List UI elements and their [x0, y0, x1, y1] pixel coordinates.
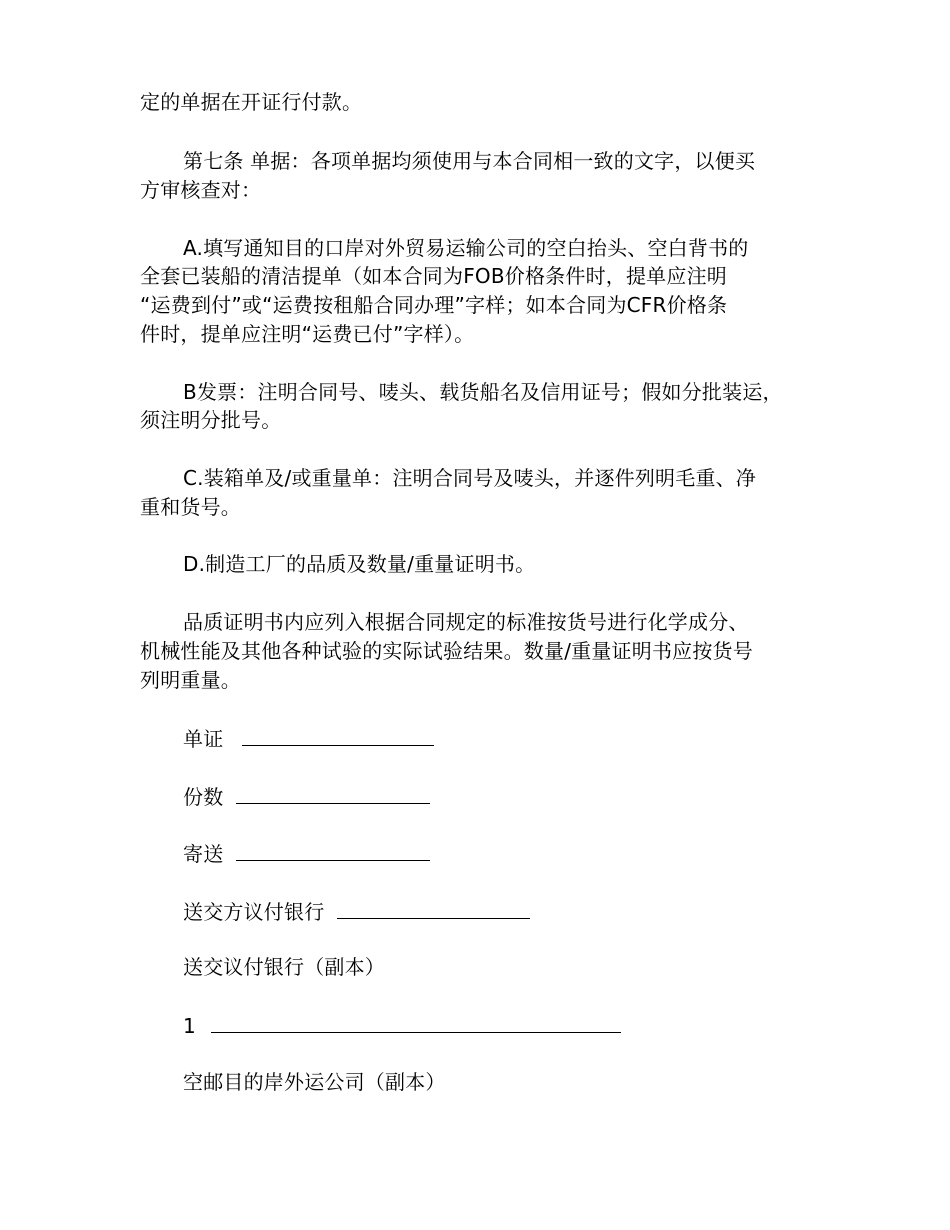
article7-line1: 第七条 单据：各项单据均须使用与本合同相一致的文字，以便买 — [183, 149, 756, 173]
quality-cert-line1: 品质证明书内应列入根据合同规定的标准按货号进行化学成分、 — [183, 610, 749, 634]
item-a-line3: “运费到付”或“运费按租船合同办理”字样；如本合同为CFR价格条 — [140, 293, 728, 317]
number-one-field — [183, 1010, 621, 1040]
article7-line2: 方审核查对： — [140, 178, 262, 202]
deliver-bank-field — [183, 896, 530, 926]
item-b-line1: B发票：注明合同号、唛头、载货船名及信用证号；假如分批装运， — [183, 380, 783, 404]
copies-field-blank[interactable] — [236, 781, 430, 804]
document-field — [183, 723, 434, 753]
send-field-blank[interactable] — [236, 838, 430, 861]
item-a-line4: 件时，提单应注明“运费已付”字样）。 — [140, 322, 475, 346]
item-c-line1: C.装箱单及/或重量单：注明合同号及唛头，并逐件列明毛重、净 — [183, 466, 757, 490]
copies-field-label: 份数 — [183, 785, 224, 809]
number-one-label: 1 — [183, 1014, 196, 1038]
deliver-bank-copy-line: 送交议付银行（副本） — [183, 955, 385, 979]
deliver-bank-field-label: 送交方议付银行 — [183, 900, 325, 924]
item-c-line2: 重和货号。 — [140, 495, 241, 519]
deliver-bank-field-blank[interactable] — [337, 896, 530, 919]
number-one-blank[interactable] — [211, 1010, 621, 1033]
item-a-line2: 全套已装船的清洁提单（如本合同为FOB价格条件时，提单应注明 — [140, 264, 727, 288]
airmail-line: 空邮目的岸外运公司（副本） — [183, 1070, 446, 1094]
send-field-label: 寄送 — [183, 842, 224, 866]
quality-cert-line3: 列明重量。 — [140, 668, 241, 692]
item-a-line1: A.填写通知目的口岸对外贸易运输公司的空白抬头、空白背书的 — [183, 236, 749, 260]
item-d-line1: D.制造工厂的品质及数量/重量证明书。 — [183, 552, 536, 576]
item-b-line2: 须注明分批号。 — [140, 408, 282, 432]
document-field-blank[interactable] — [242, 723, 434, 746]
opening-line: 定的单据在开证行付款。 — [140, 90, 363, 114]
send-field — [183, 838, 430, 868]
copies-field — [183, 781, 430, 811]
quality-cert-line2: 机械性能及其他各种试验的实际试验结果。数量/重量证明书应按货号 — [140, 639, 753, 663]
document-field-label: 单证 — [183, 727, 224, 751]
